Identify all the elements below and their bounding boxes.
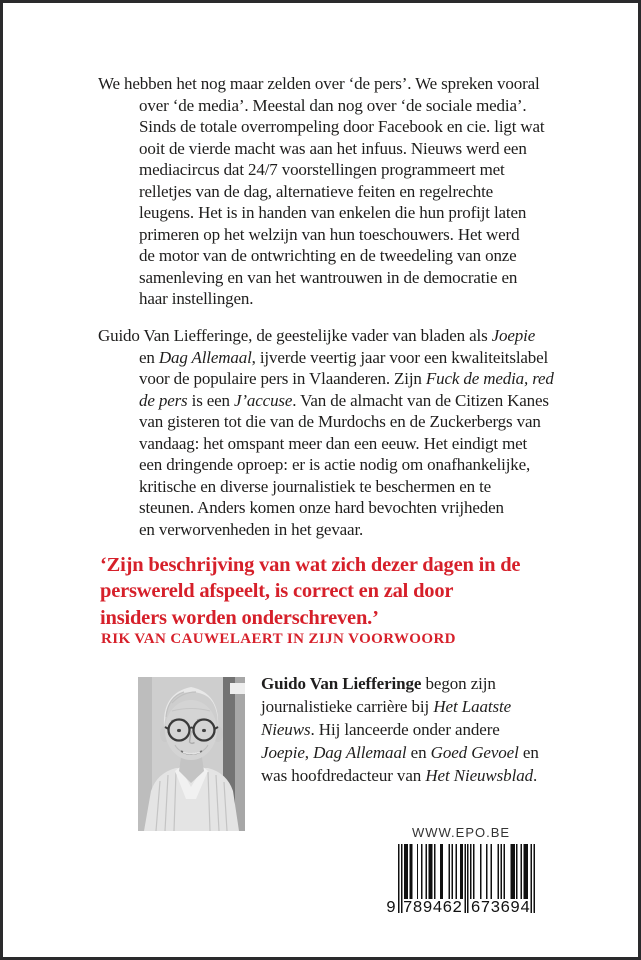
author-bio xyxy=(261,672,539,787)
text-line: Guido Van Liefferinge begon zijn xyxy=(261,674,496,693)
text-line: ooit de vierde macht was aan het infuus. Nieuws werd een xyxy=(139,138,527,158)
text-line: voor de populaire pers in Vlaanderen. Zijn Fuck de media, red xyxy=(139,369,554,388)
text-line: perswereld afspeelt, is correct en zal door xyxy=(100,580,454,603)
text-line: haar instellingen. xyxy=(139,289,254,308)
text-line: insiders worden onderschreven.’ xyxy=(100,606,379,629)
quote-attribution: RIK VAN CAUWELAERT IN ZIJN VOORWOORD xyxy=(101,631,456,647)
text-line: vandaag: het omspant meer dan een eeuw. Het eindigt met xyxy=(139,433,528,453)
synopsis-paragraph xyxy=(98,73,545,310)
isbn-digits: 673694 xyxy=(470,898,531,917)
text-line: Joepie, Dag Allemaal en Goed Gevoel en xyxy=(261,743,539,762)
isbn-barcode xyxy=(386,842,536,917)
text-line: We hebben het nog maar zelden over ‘de pers’. We spreken vooral xyxy=(98,74,540,93)
about-book-paragraph xyxy=(98,325,554,540)
text-line: primeren op het welzijn van hun toeschouwers. Het werd xyxy=(139,224,520,244)
text-line: een dringende oproep: er is actie nodig om onafhankelijke, xyxy=(139,455,531,474)
isbn-digits: 789462 xyxy=(402,898,463,917)
text-line: Nieuws. Hij lanceerde onder andere xyxy=(261,720,500,739)
text-line: kritische en diverse journalistiek te beschermen en te xyxy=(139,476,492,496)
text-line: de pers is een J’accuse. Van de almacht van de Citizen Kanes xyxy=(139,390,549,410)
text-line: en Dag Allemaal, ijverde veertig jaar voor een kwaliteitslabel xyxy=(139,347,549,367)
text-line: over ‘de media’. Meestal dan nog over ‘de sociale media’. xyxy=(139,95,527,115)
author-portrait-illustration xyxy=(138,677,245,831)
isbn-digits: 9 xyxy=(386,898,396,917)
text-line: de motor van de ontwrichting en de tweedeling van onze xyxy=(139,246,517,265)
publisher-website: WWW.EPO.BE xyxy=(411,825,511,840)
footer-block xyxy=(386,825,536,917)
text-line: samenleving en van het wantrouwen in de democratie en xyxy=(139,267,518,287)
text-line: was hoofdredacteur van Het Nieuwsblad. xyxy=(261,766,538,785)
review-quote xyxy=(100,552,520,631)
text-line: en verworvenheden in het gevaar. xyxy=(139,519,364,539)
text-line: van gisteren tot die van de Murdochs en de Zuckerbergs van xyxy=(139,412,541,431)
text-line: leugens. Het is in handen van enkelen die hun profijt laten xyxy=(139,203,527,222)
text-line: steunen. Anders komen onze hard bevochten vrijheden xyxy=(139,498,504,517)
text-line: mediacircus dat 24/7 voorstellingen programmeert met xyxy=(139,160,505,179)
text-line: Guido Van Liefferinge, de geestelijke vader van bladen als Joepie xyxy=(98,326,536,345)
text-line: ‘Zijn beschrijving van wat zich dezer dagen in de xyxy=(100,554,521,576)
text-line: journalistieke carrière bij Het Laatste xyxy=(261,697,512,716)
author-photo xyxy=(138,677,245,831)
text-line: Sinds de totale overrompeling door Facebook en cie. ligt wat xyxy=(139,117,545,136)
text-line: relletjes van de dag, alternatieve feiten en regelrechte xyxy=(139,181,494,201)
